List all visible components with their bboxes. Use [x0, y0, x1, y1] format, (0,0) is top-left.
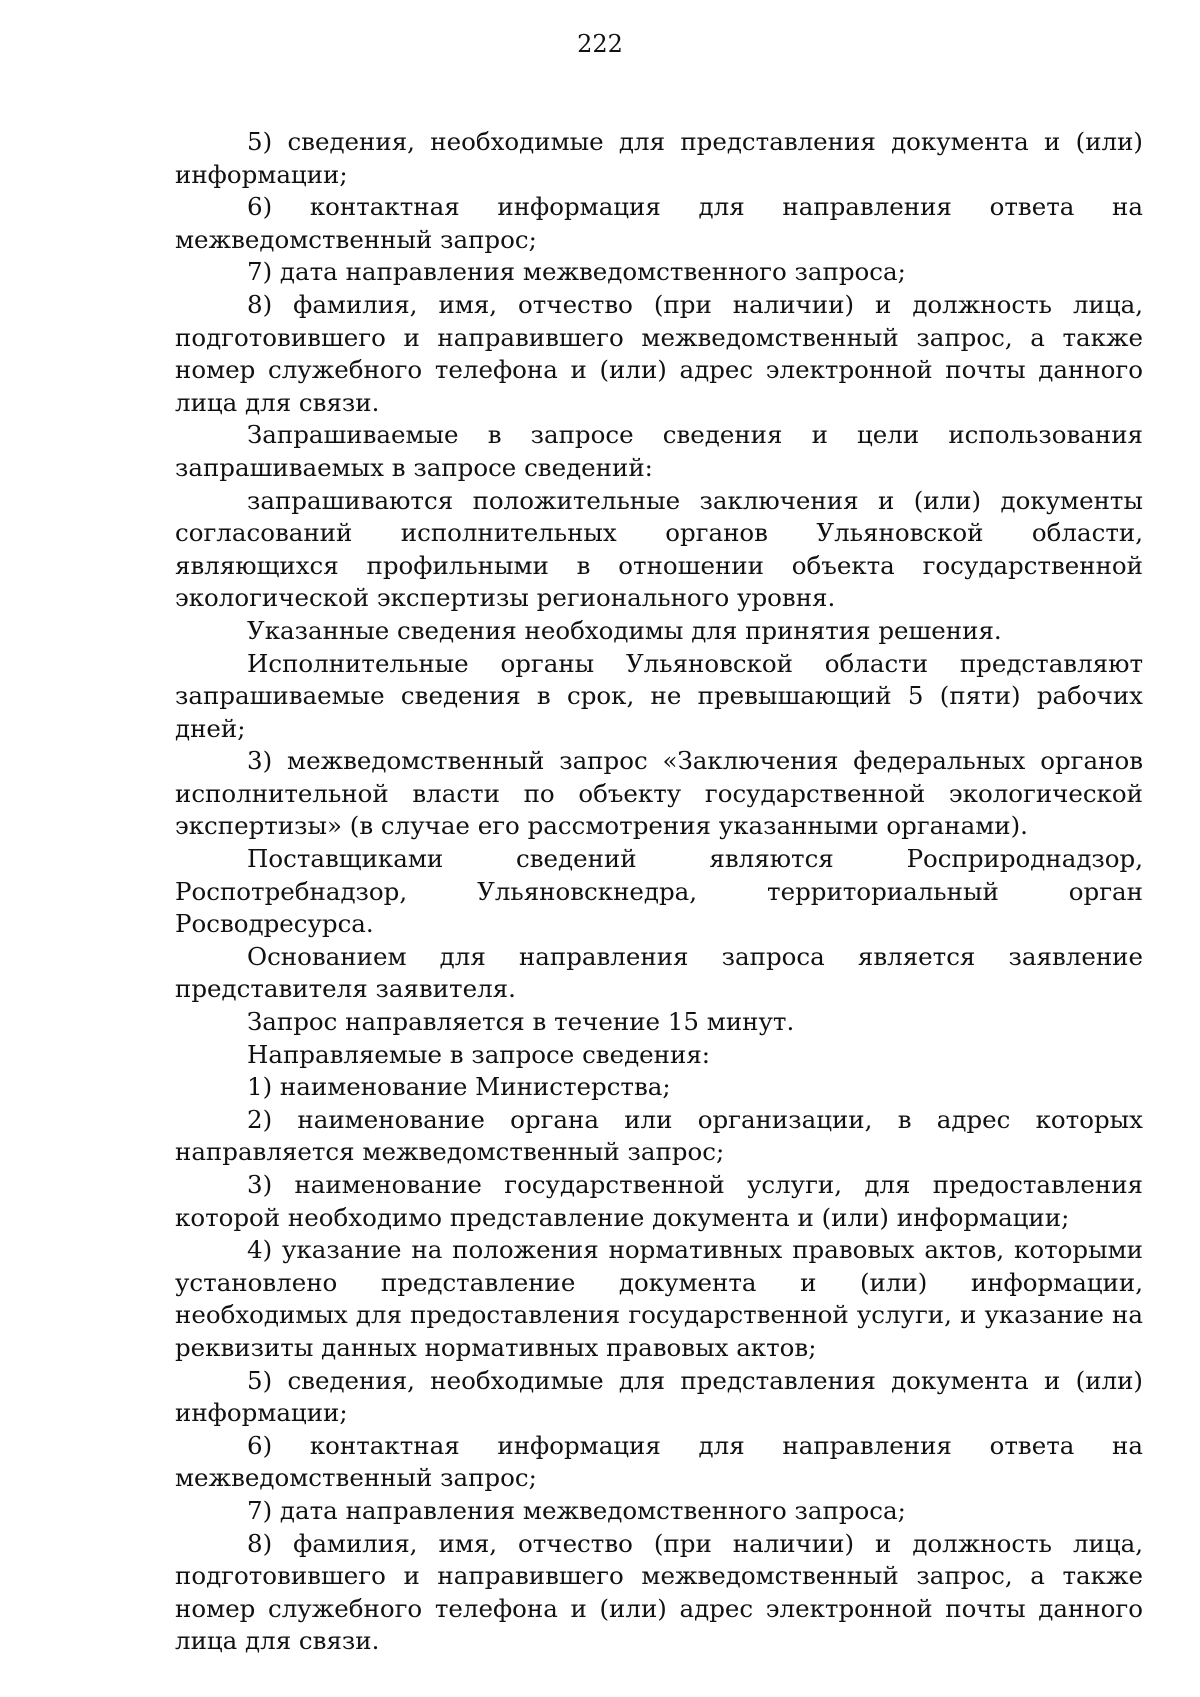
page-number: 222	[577, 30, 623, 58]
paragraph: 5) сведения, необходимые для представления документа и (или) информации;	[175, 127, 1143, 189]
paragraph: Поставщиками сведений являются Росприроднадзор, Роспотребнадзор, Ульяновскнедра, территориальный орган Росводресурса.	[175, 844, 1143, 939]
paragraph: 8) фамилия, имя, отчество (при наличии) и должность лица, подготовившего и направившего межведомственный запрос, а также номер служебного телефона и (или) адрес электронной почты данного лица для связи.	[175, 289, 1143, 417]
paragraph: 6) контактная информация для направления ответа на межведомственный запрос;	[175, 192, 1143, 254]
paragraph: Указанные сведения необходимы для принятия решения.	[247, 615, 1002, 645]
paragraph: Запрос направляется в течение 15 минут.	[247, 1007, 795, 1037]
paragraph: Основанием для направления запроса является заявление представителя заявителя.	[175, 941, 1143, 1004]
paragraph: 3) межведомственный запрос «Заключения федеральных органов исполнительной власти по объекту государственной экологической экспертизы» (в случае его рассмотрения указанными органами).	[175, 746, 1143, 841]
paragraph: 4) указание на положения нормативных правовых актов, которыми установлено представление документа и (или) информации, необходимых для предоставления государственной услуги, и указание на реквизиты данных нормативных правовых актов;	[175, 1235, 1143, 1362]
paragraph: 2) наименование органа или организации, в адрес которых направляется межведомственный запрос;	[175, 1104, 1143, 1167]
paragraph: 3) наименование государственной услуги, для предоставления которой необходимо представление документа и (или) информации;	[175, 1170, 1143, 1232]
paragraph: 7) дата направления межведомственного запроса;	[247, 1495, 906, 1525]
paragraph: 1) наименование Министерства;	[247, 1072, 671, 1102]
paragraph: Направляемые в запросе сведения:	[247, 1039, 711, 1069]
paragraph: 6) контактная информация для направления ответа на межведомственный запрос;	[175, 1430, 1143, 1493]
document-body	[175, 126, 1143, 1658]
paragraph: Запрашиваемые в запросе сведения и цели использования запрашиваемых в запросе сведений:	[175, 420, 1143, 482]
paragraph: запрашиваются положительные заключения и (или) документы согласований исполнительных органов Ульяновской области, являющихся профильными в отношении объекта государственной экологической экспертизы регионального уровня.	[175, 485, 1143, 613]
paragraph: 7) дата направления межведомственного запроса;	[247, 257, 906, 287]
paragraph: Исполнительные органы Ульяновской области представляют запрашиваемые сведения в срок, не превышающий 5 (пяти) рабочих дней;	[175, 648, 1143, 743]
paragraph: 5) сведения, необходимые для представления документа и (или) информации;	[175, 1365, 1143, 1428]
paragraph: 8) фамилия, имя, отчество (при наличии) и должность лица, подготовившего и направившего межведомственный запрос, а также номер служебного телефона и (или) адрес электронной почты данного лица для связи.	[175, 1528, 1143, 1656]
